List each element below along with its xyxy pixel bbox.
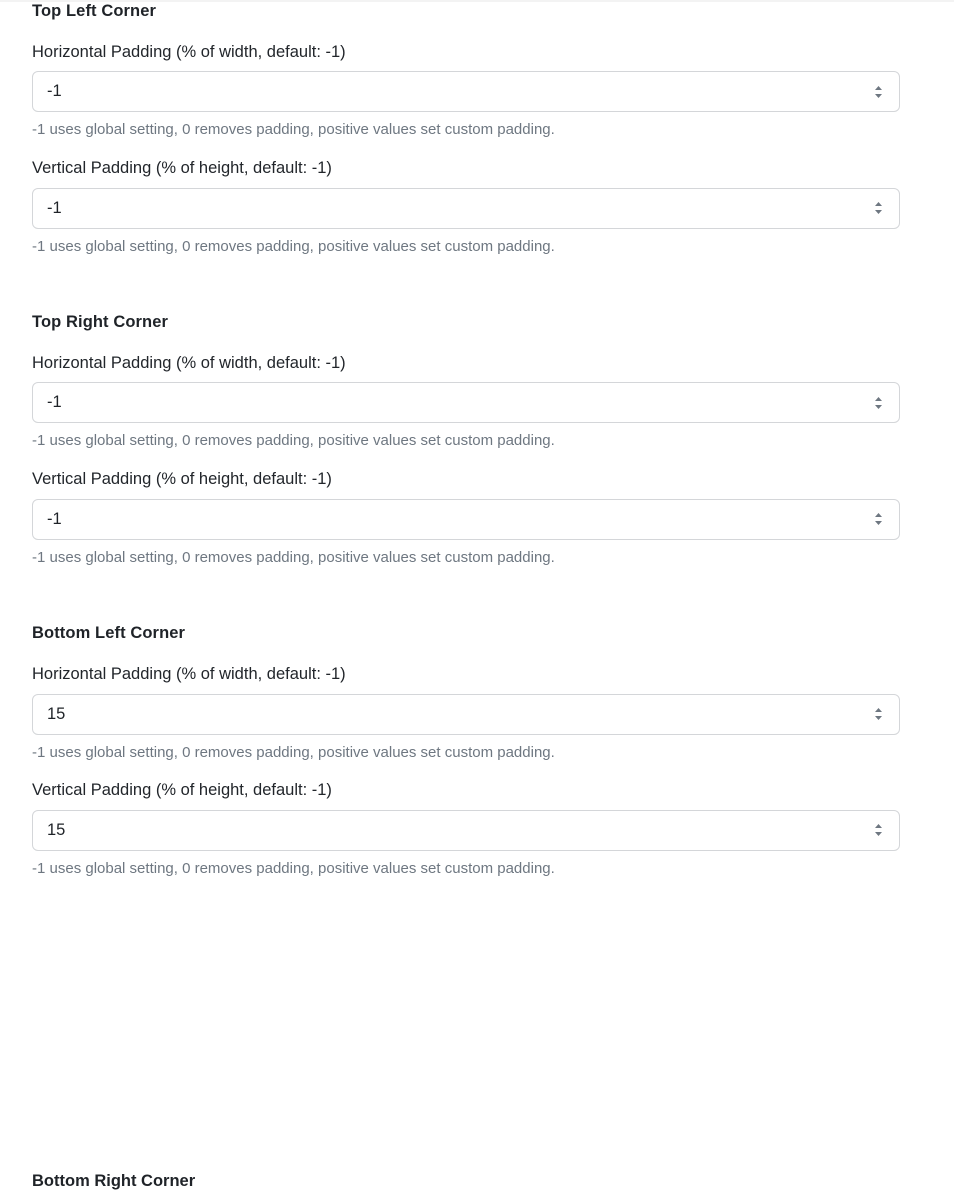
top-divider — [0, 0, 954, 2]
section-bottom-left-corner — [32, 624, 922, 878]
stepper-icon[interactable] — [871, 703, 885, 725]
field-label: Horizontal Padding (% of width, default: -1) — [32, 42, 346, 61]
field-vertical-padding — [32, 469, 922, 567]
field-label: Vertical Padding (% of height, default: -1) — [32, 158, 332, 177]
vertical-padding-input-wrapper[interactable] — [32, 810, 900, 851]
field-label: Horizontal Padding (% of width, default: -1) — [32, 664, 346, 683]
horizontal-padding-input-wrapper[interactable] — [32, 694, 900, 735]
field-hint: -1 uses global setting, 0 removes padding, positive values set custom padding. — [32, 237, 555, 255]
horizontal-padding-input[interactable] — [33, 383, 899, 422]
horizontal-padding-input-wrapper[interactable] — [32, 71, 900, 112]
vertical-padding-input-wrapper[interactable] — [32, 188, 900, 229]
field-hint: -1 uses global setting, 0 removes padding, positive values set custom padding. — [32, 121, 555, 139]
section-title-bottom-right-corner: Bottom Right Corner — [32, 1172, 196, 1190]
field-horizontal-padding — [32, 42, 922, 140]
vertical-padding-input-wrapper[interactable] — [32, 499, 900, 540]
vertical-padding-input[interactable] — [33, 500, 899, 539]
section-top-right-corner — [32, 313, 922, 567]
section-title: Bottom Left Corner — [32, 624, 186, 643]
field-label: Vertical Padding (% of height, default: -1) — [32, 781, 332, 800]
vertical-padding-input[interactable] — [33, 189, 899, 228]
field-hint: -1 uses global setting, 0 removes padding, positive values set custom padding. — [32, 432, 555, 450]
stepper-icon[interactable] — [871, 197, 885, 219]
section-title: Top Left Corner — [32, 2, 157, 20]
field-hint: -1 uses global setting, 0 removes padding, positive values set custom padding. — [32, 859, 555, 877]
horizontal-padding-input[interactable] — [33, 695, 899, 734]
stepper-icon[interactable] — [871, 819, 885, 841]
field-label: Horizontal Padding (% of width, default: -1) — [32, 353, 346, 372]
vertical-padding-input[interactable] — [33, 811, 899, 850]
field-vertical-padding — [32, 780, 922, 878]
field-label: Vertical Padding (% of height, default: -1) — [32, 469, 332, 488]
stepper-icon[interactable] — [871, 508, 885, 530]
stepper-icon[interactable] — [871, 392, 885, 414]
field-horizontal-padding — [32, 664, 922, 762]
field-vertical-padding — [32, 158, 922, 256]
field-horizontal-padding — [32, 353, 922, 451]
section-top-left-corner — [32, 2, 922, 256]
section-title: Top Right Corner — [32, 313, 169, 332]
horizontal-padding-input-wrapper[interactable] — [32, 382, 900, 423]
field-hint: -1 uses global setting, 0 removes padding, positive values set custom padding. — [32, 743, 555, 761]
field-hint: -1 uses global setting, 0 removes padding, positive values set custom padding. — [32, 548, 555, 566]
stepper-icon[interactable] — [871, 81, 885, 103]
horizontal-padding-input[interactable] — [33, 72, 899, 111]
